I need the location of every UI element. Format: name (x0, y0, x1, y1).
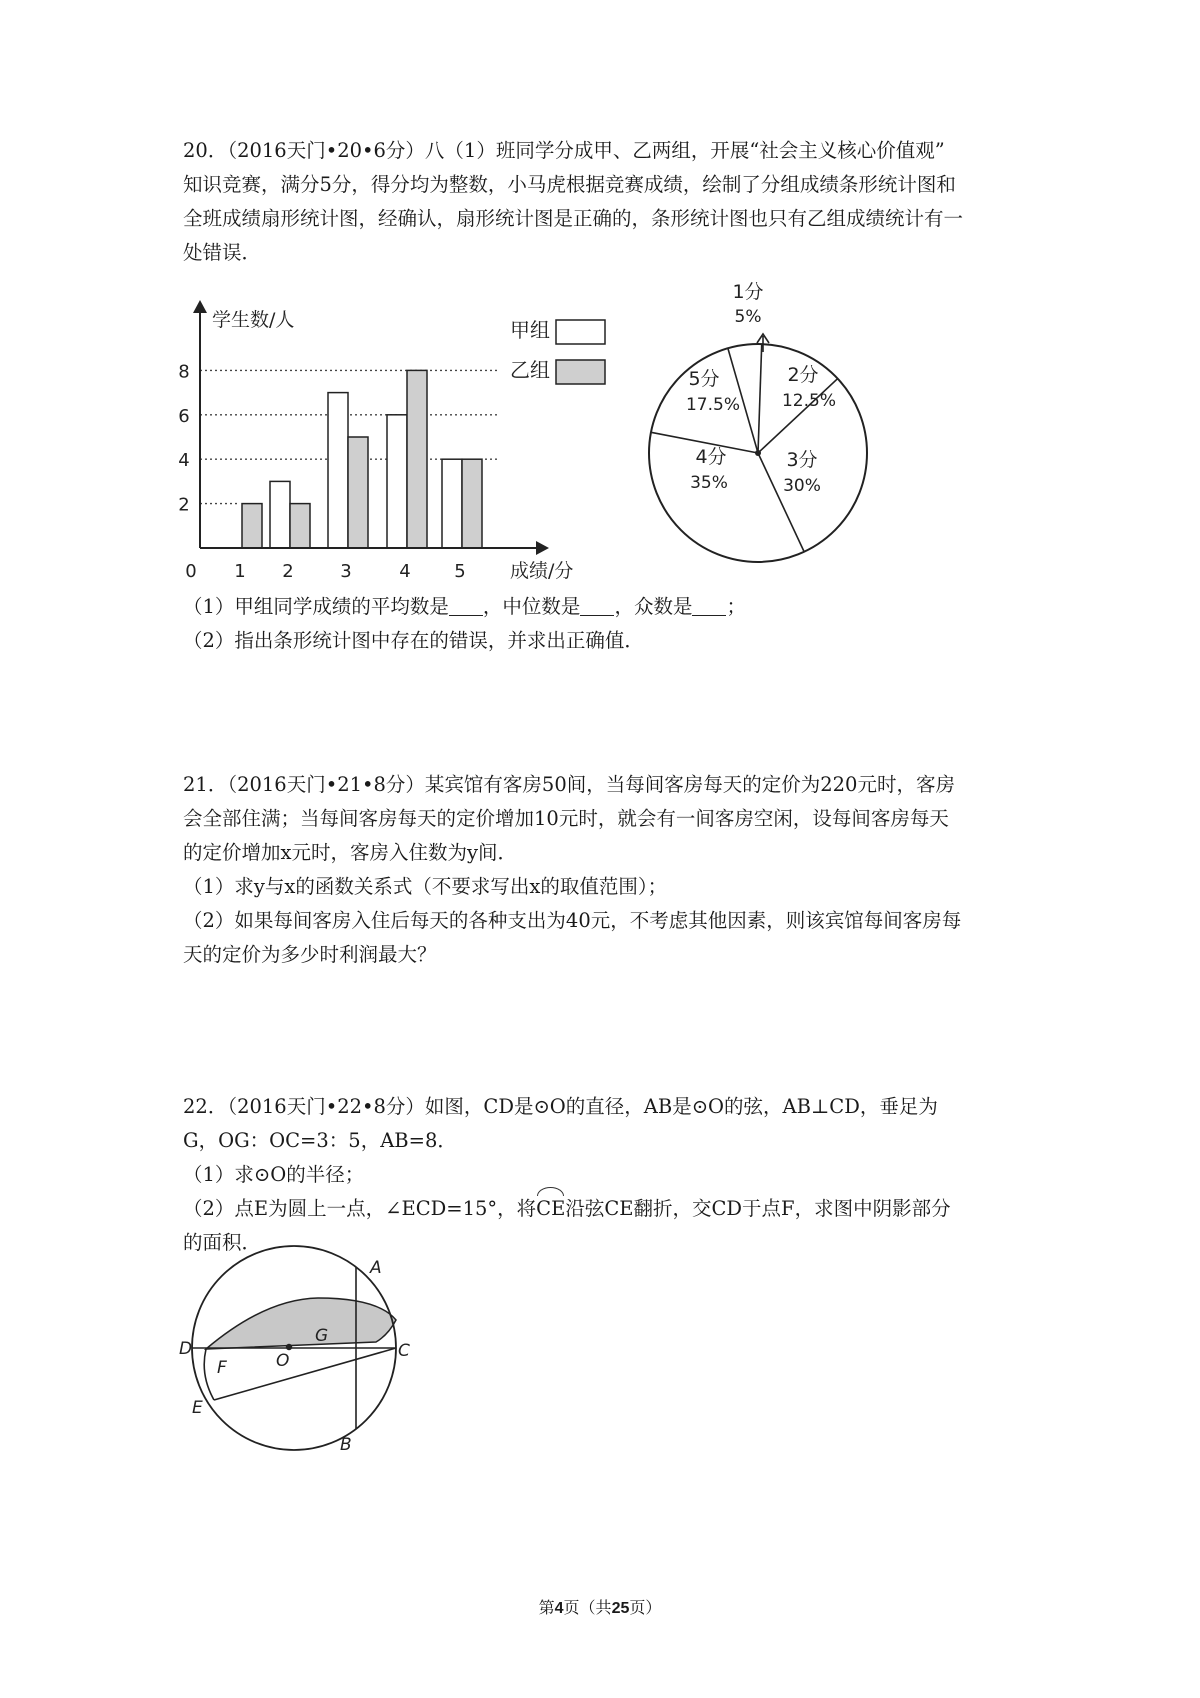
label-e: E (192, 1398, 203, 1418)
shaded-region (206, 1298, 396, 1349)
legend-label-yi: 乙组 (510, 358, 550, 382)
bar-x-tick-label: 5 (454, 561, 466, 582)
q20-line-3: 全班成绩扇形统计图，经确认，扇形统计图是正确的，条形统计图也只有乙组成绩统计有一 (183, 207, 964, 230)
label-f: F (217, 1358, 227, 1378)
pie-label-3: 3分 (786, 449, 818, 471)
bar-x-tick-label: 3 (340, 561, 352, 582)
q22-line-3: （1）求⊙O的半径； (183, 1163, 365, 1186)
footer-b: 页（共 (563, 1598, 612, 1617)
q22-line-4-b: 沿弦CE翻折，交CD于点F，求图中阴影部分 (565, 1197, 951, 1220)
footer-a: 第 (538, 1598, 555, 1617)
pie-label-2: 2分 (787, 364, 819, 386)
label-c: C (398, 1341, 410, 1361)
label-d: D (179, 1339, 193, 1359)
pie-label-5: 5分 (688, 368, 720, 390)
chord-ce (214, 1348, 396, 1400)
q21-line-6: 天的定价为多少时利润最大？ (183, 943, 437, 966)
pie-pct-2: 12.5% (781, 391, 837, 411)
q22-line-5: 的面积． (183, 1231, 262, 1254)
q21-line-5: （2）如果每间客房入住后每天的各种支出为40元，不考虑其他因素，则该宾馆每间客房每 (183, 909, 962, 932)
q20-line-4: 处错误． (183, 241, 262, 264)
arc-ce-notation: CE (536, 1192, 565, 1226)
bar-xlabel: 成绩/分 (510, 560, 574, 582)
pie-pct-4: 35% (690, 473, 728, 493)
pie-label-4: 4分 (695, 446, 727, 468)
pie-pct-3: 30% (783, 476, 821, 496)
pie-pct-5: 17.5% (685, 395, 741, 415)
q21-line-3: 的定价增加x元时，客房入住数为y间． (183, 841, 518, 864)
q20-sub-1-d: ； (726, 595, 746, 618)
label-a: A (370, 1258, 382, 1278)
q20-sub-1-a: （1）甲组同学成绩的平均数是 (183, 595, 449, 618)
pie-pct-1: 5% (734, 307, 762, 327)
q20-sub-1-c: ，众数是 (614, 595, 693, 618)
footer-total-pages: 25 (611, 1600, 630, 1617)
q22-line-4-a: （2）点E为圆上一点，∠ECD=15°，将 (183, 1197, 537, 1220)
q21-line-2: 会全部住满；当每间客房每天的定价增加10元时，就会有一间客房空闲，设每间客房每天 (183, 807, 949, 830)
bar-y-tick-label: 6 (178, 405, 190, 427)
q20-line-1: 20．（2016天门•20•6分）八（1）班同学分成甲、乙两组，开展“社会主义核心价值观” (183, 139, 945, 162)
q20-line-2: 知识竞赛，满分5分，得分均为整数，小马虎根据竞赛成绩，绘制了分组成绩条形统计图和 (183, 173, 956, 196)
q22-line-2: G，OG：OC=3：5，AB=8． (183, 1129, 457, 1152)
label-g: G (315, 1326, 329, 1346)
footer-page-number: 4 (554, 1600, 564, 1617)
bar-y-tick-label: 4 (178, 450, 190, 472)
q22-line-1: 22．（2016天门•22•8分）如图，CD是⊙O的直径，AB是⊙O的弦，AB⊥CD，垂足为 (183, 1095, 938, 1118)
q21-line-4: （1）求y与x的函数关系式（不要求写出x的取值范围）； (183, 875, 668, 898)
q21-line-1: 21．（2016天门•21•8分）某宾馆有客房50间，当每间客房每天的定价为220元时，客房 (183, 773, 955, 796)
q20-sub-1-b: ，中位数是 (482, 595, 581, 618)
footer-c: 页） (629, 1598, 662, 1617)
bar-y-tick-label: 8 (178, 361, 190, 383)
pie-label-1: 1分 (732, 281, 764, 303)
q20-sub-2: （2）指出条形统计图中存在的错误，并求出正确值． (183, 629, 644, 652)
center-o-point (286, 1344, 292, 1350)
page-footer (0, 1595, 1200, 1618)
legend-label-jia: 甲组 (510, 318, 550, 342)
label-o: O (276, 1351, 290, 1371)
bar-y-tick-label: 2 (178, 494, 190, 516)
bar-origin-label: 0 (185, 561, 197, 582)
bar-ylabel: 学生数/人 (212, 309, 295, 331)
bar-x-tick-label: 2 (282, 561, 294, 582)
bar-x-tick-label: 4 (399, 561, 411, 582)
bar-x-tick-label: 1 (234, 561, 246, 582)
folded-arc-ce (204, 1349, 214, 1400)
label-b: B (340, 1435, 352, 1455)
